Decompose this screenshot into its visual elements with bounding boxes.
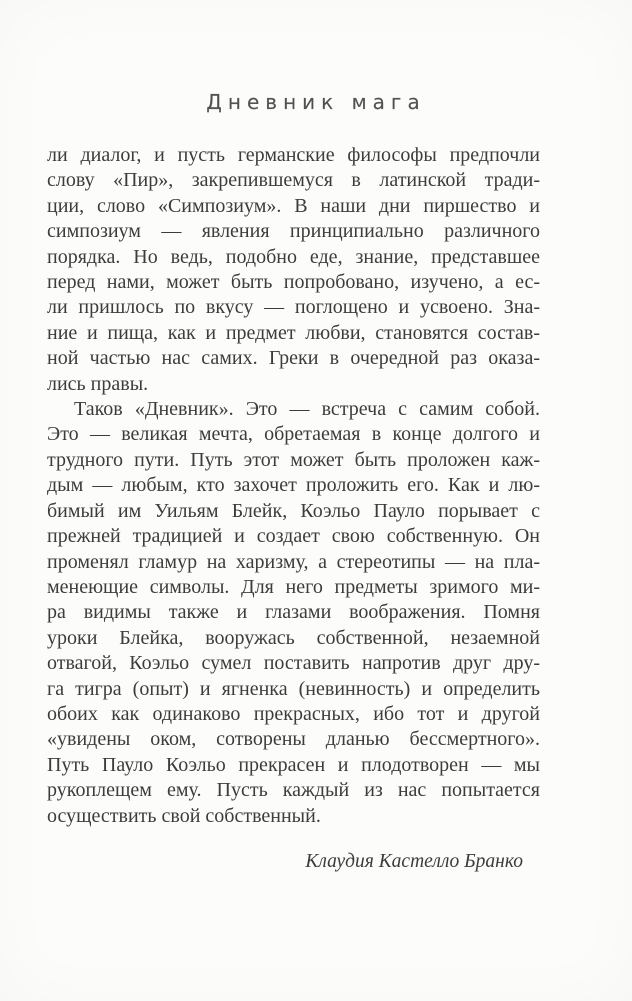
text-line: симпозиум — явления принципиально различного — [47, 220, 540, 243]
text-line: уроки Блейка, вооружась собственной, незаемной — [47, 626, 540, 649]
text-line: ра видимы также и глазами воображения. Помня — [47, 601, 540, 624]
text-line: осуществить свой собственный. — [47, 804, 321, 827]
text-line: менеющие символы. Для него предметы зримого ми- — [47, 575, 540, 598]
text-line: променял гламур на харизму, а стереотипы — на пла- — [47, 550, 540, 573]
text-line: «увидены оком, сотворены дланью бессмертного». — [47, 728, 540, 751]
text-line: рукоплещем ему. Пусть каждый из нас попытается — [47, 779, 540, 802]
text-line: ной частью нас самих. Греки в очередной раз оказа- — [47, 347, 540, 370]
text-line: га тигра (опыт) и ягненка (невинность) и определить — [47, 677, 540, 700]
text-line: Путь Пауло Коэльо прекрасен и плодотворен — мы — [47, 753, 540, 776]
text-line: ли диалог, и пусть германские философы предпочли — [47, 144, 540, 166]
paragraph — [47, 143, 540, 397]
attribution: Клаудия Кастелло Бранко — [305, 851, 523, 872]
text-line: обоих как одинаково прекрасных, ибо тот и другой — [47, 702, 540, 725]
text-line: Это — великая мечта, обретаемая в конце долгого и — [47, 423, 540, 446]
running-head: Дневник мага — [206, 90, 426, 114]
body-text — [47, 143, 540, 829]
text-line: бимый им Уильям Блейк, Коэльо Пауло порывает с — [47, 499, 540, 522]
text-line: ли пришлось по вкусу — поглощено и усвоено. Зна- — [47, 296, 540, 319]
text-line: дым — любым, кто захочет проложить его. Как и лю- — [47, 474, 540, 497]
text-line: Таков «Дневник». Это — встреча с самим собой. — [74, 398, 540, 421]
text-line: прежней традицией и создает свою собственную. Он — [47, 525, 540, 548]
text-line: слову «Пир», закрепившемуся в латинской тради- — [47, 169, 540, 192]
text-line: трудного пути. Путь этот может быть проложен каж- — [47, 448, 540, 471]
text-line: лись правы. — [47, 372, 149, 395]
text-line: отвагой, Коэльо сумел поставить напротив друг дру- — [47, 652, 540, 675]
text-line: порядка. Но ведь, подобно еде, знание, представшее — [47, 245, 540, 268]
text-line: ние и пища, как и предмет любви, становятся состав- — [47, 321, 540, 344]
paragraph — [47, 397, 540, 829]
text-line: перед нами, может быть попробовано, изучено, а ес- — [47, 271, 540, 294]
text-line: ции, слово «Симпозиум». В наши дни пиршество и — [47, 194, 540, 217]
